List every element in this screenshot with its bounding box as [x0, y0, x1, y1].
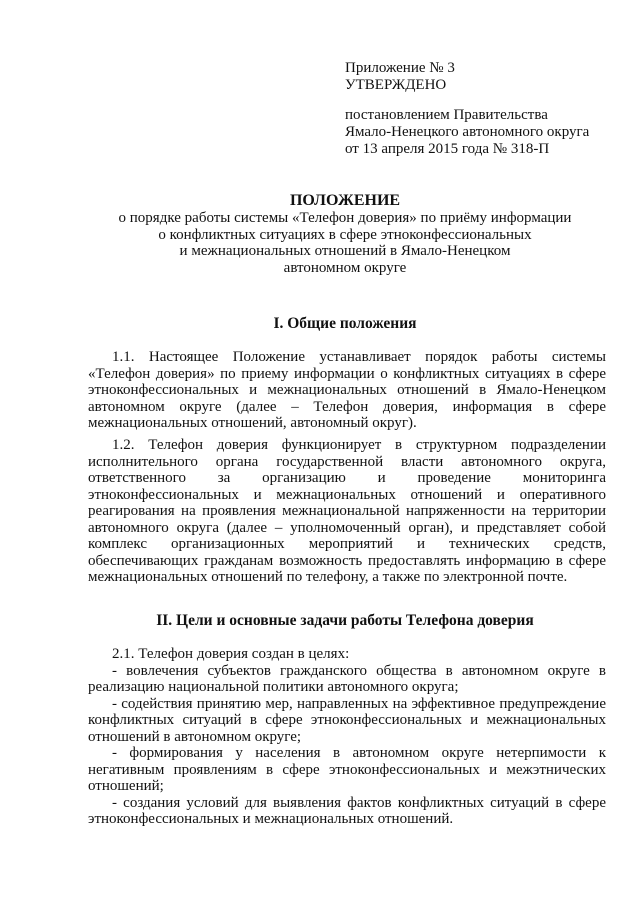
paragraph-text: 1.1. Настоящее Положение устанавливает порядок работы системы «Телефон доверия» по приему информации о конфликтных ситуациях в сфере этноконфессиональных и межнациональных отношений в Ямало-Ненецком автономном округе (далее – Телефон доверия, информация в сфере межнациональных отношений, автономный округ). — [88, 349, 606, 431]
title-main: ПОЛОЖЕНИЕ — [289, 192, 401, 209]
approval-block — [345, 60, 615, 158]
paragraph-1-1 — [88, 349, 606, 432]
paragraph-2-1: 2.1. Телефон доверия создан в целях: — [112, 646, 350, 662]
section-2-body — [88, 646, 606, 828]
list-item: - формирования у населения в автономном округе нетерпимости к негативным проявлениям в сфере этноконфессиональных и межэтнических отношений; — [88, 745, 606, 794]
paragraph-1-2 — [88, 437, 606, 586]
document-title — [60, 192, 630, 276]
section-1-heading: I. Общие положения — [273, 315, 417, 332]
title-line: о конфликтных ситуациях в сфере этноконфессиональных — [158, 226, 532, 243]
title-line: автономном округе — [283, 259, 407, 276]
list-item: - вовлечения субъектов гражданского общества в автономном округе в реализацию национальной политики автономного округа; — [88, 662, 606, 695]
appendix-number: Приложение № 3 — [345, 60, 455, 76]
list-item: - создания условий для выявления фактов конфликтных ситуаций в сфере этноконфессиональных и межнациональных отношений. — [88, 794, 606, 827]
title-line: и межнациональных отношений в Ямало-Ненецком — [179, 243, 511, 259]
section-2-heading: II. Цели и основные задачи работы Телефона доверия — [156, 612, 534, 629]
approval-decree: постановлением Правительства — [345, 107, 548, 123]
list-item: - содействия принятию мер, направленных на эффективное предупреждение конфликтных ситуаций в сфере этноконфессиональных и межнациональных отношений в автономном округе; — [88, 695, 606, 745]
approval-authority: Ямало-Ненецкого автономного округа — [345, 124, 590, 140]
approval-date: от 13 апреля 2015 года № 318-П — [345, 141, 550, 157]
approved-label: УТВЕРЖДЕНО — [345, 77, 447, 93]
title-line: о порядке работы системы «Телефон доверия» по приёму информации — [118, 210, 572, 226]
paragraph-text: 1.2. Телефон доверия функционирует в структурном подразделении исполнительного органа государственной власти автономного округа, ответственного за организацию и проведение мониторинга этноконфессиональных и межнациональных отношений и оперативного реагирования на проявления межнациональной напряженности на территории автономного округа (далее – уполномоченный орган), и представляет собой комплекс организационных мероприятий и технических средств, обеспечивающих гражданам возможность предоставлять информацию в сфере межнациональных отношений по телефону, а также по электронной почте. — [88, 437, 606, 585]
